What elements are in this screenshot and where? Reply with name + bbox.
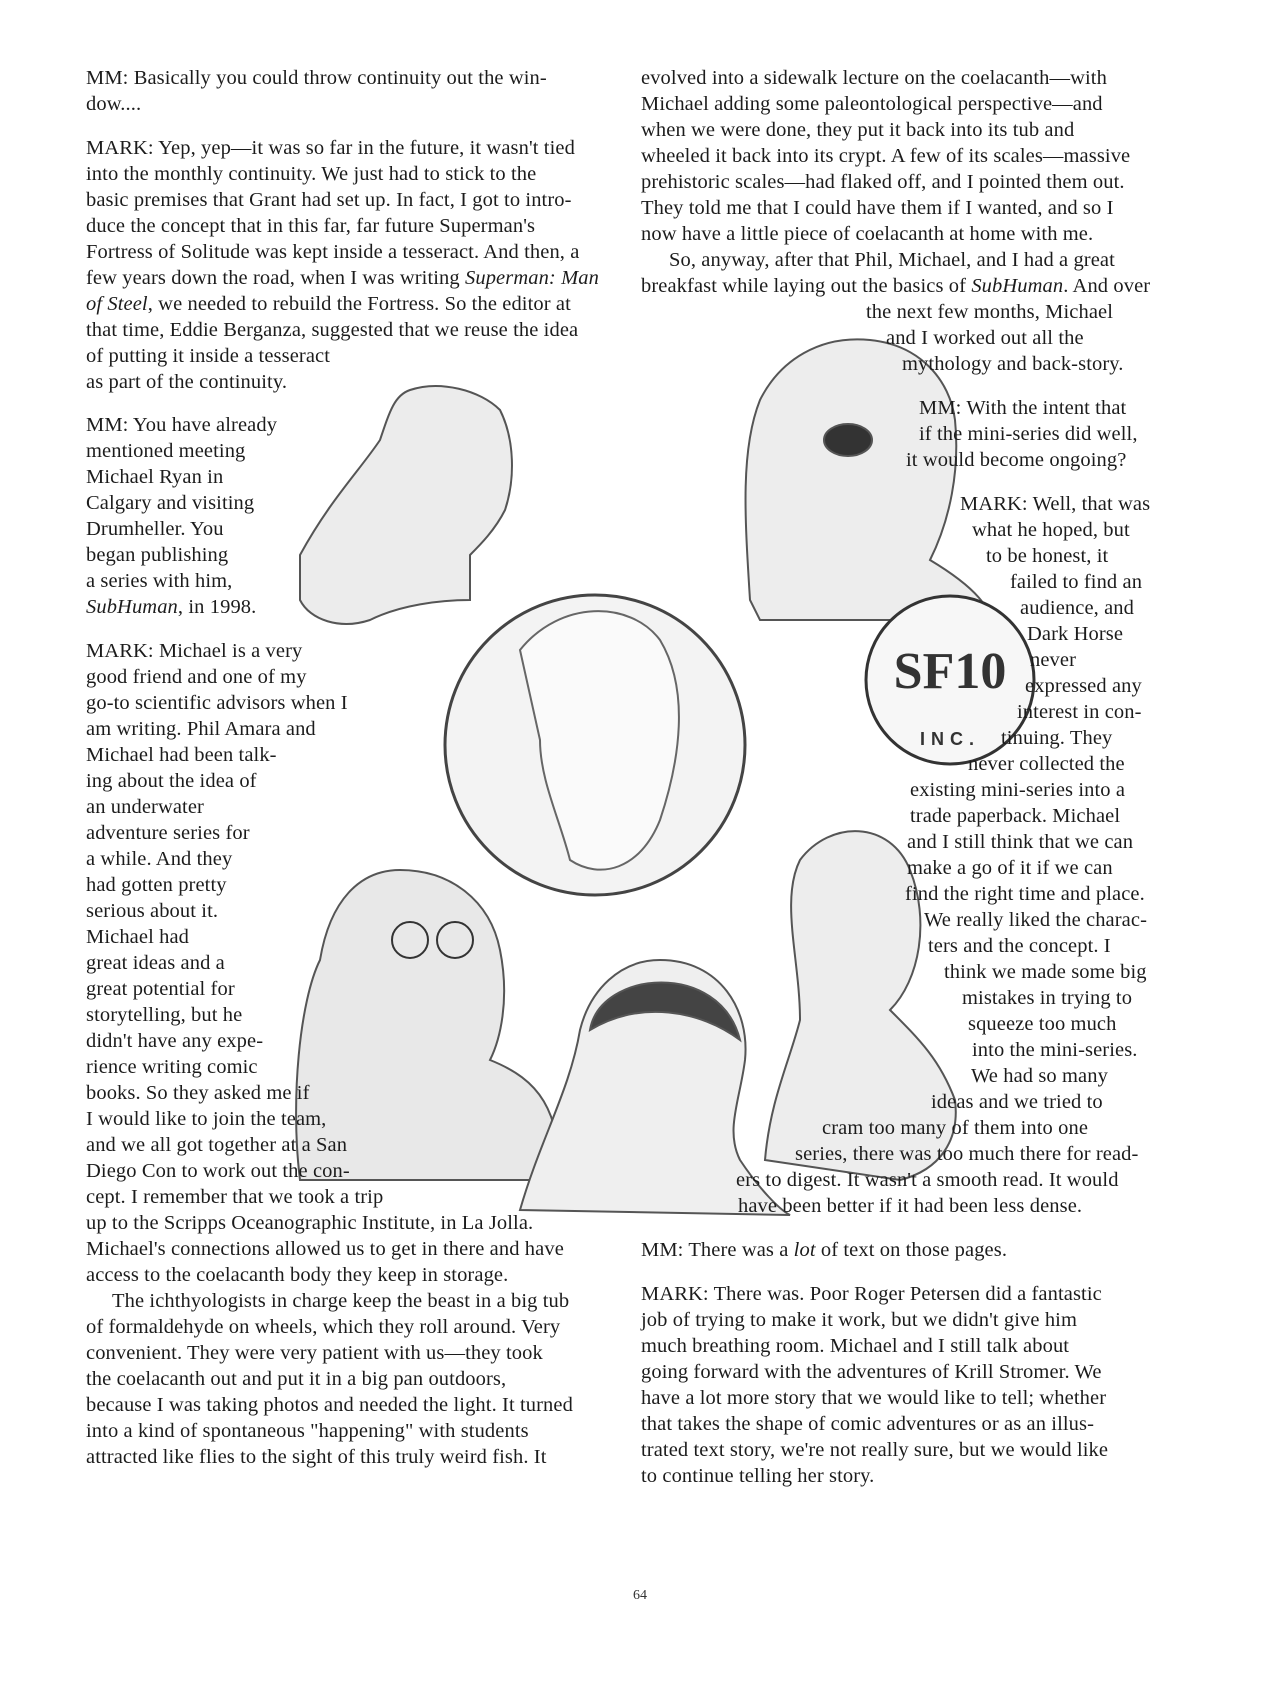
text-line: great potential for <box>86 978 235 1000</box>
text-line: Diego Con to work out the con- <box>86 1160 350 1182</box>
text-line: Fortress of Solitude was kept inside a tesseract. And then, a <box>86 241 580 263</box>
text-line: attracted like flies to the sight of this truly weird fish. It <box>86 1446 547 1468</box>
text-line: interest in con- <box>1017 701 1142 723</box>
text-line: have a lot more story that we would like to tell; whether <box>641 1387 1107 1409</box>
text-line: trade paperback. Michael <box>910 805 1121 827</box>
text-line: good friend and one of my <box>86 666 307 688</box>
text-line: and we all got together at a San <box>86 1134 348 1156</box>
text-line: ing about the idea of <box>86 770 257 792</box>
text-line: audience, and <box>1020 597 1134 619</box>
text-line: few years down the road, when I was writing Superman: Man <box>86 267 599 289</box>
text-line: convenient. They were very patient with us—they took <box>86 1342 543 1364</box>
text-line: what he hoped, but <box>972 519 1130 541</box>
text-line: an underwater <box>86 796 204 818</box>
text-line: We really liked the charac- <box>924 909 1148 931</box>
text-line: basic premises that Grant had set up. In fact, I got to intro- <box>86 189 572 211</box>
text-line: duce the concept that in this far, far future Superman's <box>86 215 536 237</box>
text-line: Calgary and visiting <box>86 492 255 514</box>
text-line: that takes the shape of comic adventures or as an illus- <box>641 1413 1095 1435</box>
text-line: squeeze too much <box>968 1013 1117 1035</box>
text-line: wheeled it back into its crypt. A few of its scales—massive <box>641 145 1131 167</box>
text-line: ideas and we tried to <box>931 1091 1103 1113</box>
text-line: MM: There was a lot of text on those pages. <box>641 1239 1008 1261</box>
text-line: Michael's connections allowed us to get in there and have <box>86 1238 564 1260</box>
text-line: a series with him, <box>86 570 233 592</box>
text-line: dow.... <box>86 93 142 115</box>
text-line: Drumheller. You <box>86 518 224 540</box>
text-line: MARK: Well, that was <box>960 493 1151 515</box>
text-line: MARK: There was. Poor Roger Petersen did a fantastic <box>641 1283 1102 1305</box>
text-line: as part of the continuity. <box>86 371 288 393</box>
text-line: series, there was too much there for read- <box>795 1143 1139 1165</box>
text-line: mentioned meeting <box>86 440 246 462</box>
text-line: Michael had <box>86 926 189 948</box>
text-line: into the monthly continuity. We just had to stick to the <box>86 163 537 185</box>
text-line: am writing. Phil Amara and <box>86 718 316 740</box>
text-line: a while. And they <box>86 848 233 870</box>
text-line: and I worked out all the <box>886 327 1084 349</box>
text-line: expressed any <box>1025 675 1142 697</box>
text-line: job of trying to make it work, but we didn't give him <box>641 1309 1078 1331</box>
text-line: up to the Scripps Oceanographic Institute, in La Jolla. <box>86 1212 534 1234</box>
eyepatch-woman-sketch <box>746 339 990 620</box>
text-line: They told me that I could have them if I wanted, and so I <box>641 197 1114 219</box>
text-line: think we made some big <box>944 961 1147 983</box>
text-line: MARK: Michael is a very <box>86 640 303 662</box>
eyepatch-icon <box>824 424 872 456</box>
text-line: We had so many <box>971 1065 1108 1087</box>
text-line: into the mini-series. <box>972 1039 1138 1061</box>
text-line: the coelacanth out and put it in a big pan outdoors, <box>86 1368 507 1390</box>
text-line: MARK: Yep, yep—it was so far in the future, it wasn't tied <box>86 137 575 159</box>
text-line: storytelling, but he <box>86 1004 243 1026</box>
text-line: ers to digest. It wasn't a smooth read. It would <box>736 1169 1119 1191</box>
text-line: breakfast while laying out the basics of SubHuman. And over <box>641 275 1151 297</box>
text-line: didn't have any expe- <box>86 1030 264 1052</box>
text-line: much breathing room. Michael and I still talk about <box>641 1335 1070 1357</box>
text-line: the next few months, Michael <box>866 301 1114 323</box>
text-line: mistakes in trying to <box>962 987 1133 1009</box>
text-line: of Steel, we needed to rebuild the Fortress. So the editor at <box>86 293 571 315</box>
text-line: it would become ongoing? <box>906 449 1127 471</box>
text-line: and I still think that we can <box>907 831 1134 853</box>
text-line: Michael adding some paleontological perspective—and <box>641 93 1103 115</box>
emblem-subtitle: INC. <box>920 729 980 749</box>
text-line: books. So they asked me if <box>86 1082 310 1104</box>
text-line: So, anyway, after that Phil, Michael, and I had a great <box>669 249 1115 271</box>
page-number: 64 <box>633 1588 647 1603</box>
text-line: adventure series for <box>86 822 250 844</box>
text-line: find the right time and place. <box>905 883 1145 905</box>
text-line: into a kind of spontaneous "happening" with students <box>86 1420 529 1442</box>
text-line: MM: With the intent that <box>919 397 1127 419</box>
text-line: never <box>1030 649 1077 671</box>
text-line: have been better if it had been less dense. <box>738 1195 1083 1217</box>
text-line: of putting it inside a tesseract <box>86 345 331 367</box>
text-line: MM: You have already <box>86 414 278 436</box>
text-line: cept. I remember that we took a trip <box>86 1186 384 1208</box>
text-line: Michael Ryan in <box>86 466 224 488</box>
text-line: serious about it. <box>86 900 219 922</box>
text-line: SubHuman, in 1998. <box>86 596 257 618</box>
text-line: access to the coelacanth body they keep in storage. <box>86 1264 509 1286</box>
text-line: to continue telling her story. <box>641 1465 875 1487</box>
text-line: never collected the <box>968 753 1125 775</box>
text-line: to be honest, it <box>986 545 1109 567</box>
text-line: Michael had been talk- <box>86 744 277 766</box>
text-line: make a go of it if we can <box>907 857 1113 879</box>
text-line: trated text story, we're not really sure, but we would like <box>641 1439 1109 1461</box>
text-line: now have a little piece of coelacanth at home with me. <box>641 223 1094 245</box>
text-line: mythology and back-story. <box>902 353 1124 375</box>
soldier-sketch <box>300 386 512 624</box>
text-line: had gotten pretty <box>86 874 227 896</box>
text-line: Dark Horse <box>1027 623 1124 645</box>
text-line: that time, Eddie Berganza, suggested that we reuse the idea <box>86 319 579 341</box>
emblem-monogram: SF10 <box>893 643 1007 700</box>
text-line: rience writing comic <box>86 1056 258 1078</box>
text-line: of formaldehyde on wheels, which they roll around. Very <box>86 1316 561 1338</box>
text-line: great ideas and a <box>86 952 225 974</box>
text-line: failed to find an <box>1010 571 1143 593</box>
text-line: The ichthyologists in charge keep the beast in a big tub <box>112 1290 570 1312</box>
text-line: evolved into a sidewalk lecture on the coelacanth—with <box>641 67 1107 89</box>
text-line: MM: Basically you could throw continuity out the win- <box>86 67 547 89</box>
text-line: tinuing. They <box>1001 727 1113 749</box>
text-line: existing mini-series into a <box>910 779 1126 801</box>
text-line: cram too many of them into one <box>822 1117 1089 1139</box>
text-line: going forward with the adventures of Krill Stromer. We <box>641 1361 1102 1383</box>
text-line: go-to scientific advisors when I <box>86 692 348 714</box>
text-line: began publishing <box>86 544 229 566</box>
text-line: because I was taking photos and needed the light. It turned <box>86 1394 573 1416</box>
text-line: if the mini-series did well, <box>919 423 1138 445</box>
text-line: ters and the concept. I <box>928 935 1111 957</box>
text-line: prehistoric scales—had flaked off, and I pointed them out. <box>641 171 1125 193</box>
text-line: when we were done, they put it back into its tub and <box>641 119 1075 141</box>
text-line: I would like to join the team, <box>86 1108 327 1130</box>
